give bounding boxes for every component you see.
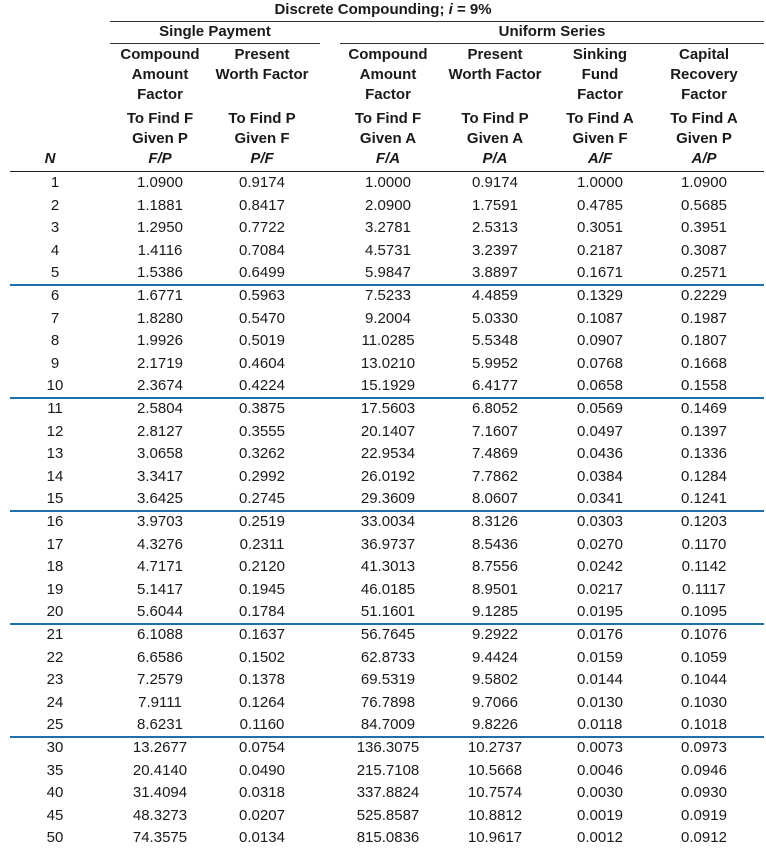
cell-pa: 6.8052 — [472, 400, 518, 417]
table-row — [0, 330, 766, 352]
cell-af: 0.0130 — [577, 693, 623, 711]
notation-label: A/P — [691, 150, 717, 167]
cell-pa: 9.7066 — [472, 693, 518, 711]
cell-ap: 0.1469 — [681, 400, 727, 417]
cell-fa: 815.0836 — [356, 829, 420, 847]
cell-fa: 1.0000 — [365, 174, 411, 191]
cell-fa: 11.0285 — [361, 332, 415, 350]
cell-af: 0.0497 — [577, 422, 623, 440]
cell-fp: 1.5386 — [137, 264, 183, 282]
cell-fp: 3.9703 — [137, 513, 183, 530]
cell-pf: 0.1945 — [239, 580, 285, 598]
cell-n: 4 — [50, 241, 60, 259]
factor-name-line: Factor — [137, 86, 183, 103]
group-rule-uniform — [340, 43, 764, 44]
cell-n: 13 — [46, 445, 64, 463]
cell-fa: 62.8733 — [360, 648, 416, 666]
cell-fa: 26.0192 — [360, 467, 416, 485]
cell-n: 7 — [50, 309, 60, 327]
table-row — [0, 375, 766, 397]
cell-af: 0.0270 — [577, 535, 623, 553]
cell-ap: 0.1117 — [682, 580, 726, 598]
cell-fa: 525.8587 — [356, 806, 420, 824]
cell-n: 14 — [46, 467, 64, 485]
cell-af: 0.0217 — [577, 580, 623, 598]
table-row — [0, 534, 766, 556]
cell-pf: 0.9174 — [239, 174, 285, 191]
cell-pa: 3.8897 — [472, 264, 518, 282]
cell-fa: 4.5731 — [365, 241, 411, 259]
cell-af: 0.1329 — [577, 287, 623, 304]
cell-pf: 0.2120 — [239, 558, 285, 576]
cell-n: 30 — [46, 739, 64, 756]
cell-fp: 1.2950 — [137, 219, 183, 237]
find-given-pa — [440, 109, 550, 169]
given-label: Given P — [676, 130, 732, 147]
table-row — [0, 714, 766, 736]
cell-pf: 0.5963 — [239, 287, 285, 304]
cell-pf: 0.0207 — [239, 806, 285, 824]
cell-pf: 0.1502 — [239, 648, 285, 666]
table-row — [0, 805, 766, 827]
cell-pa: 6.4177 — [472, 377, 518, 395]
cell-af: 1.0000 — [577, 174, 623, 191]
cell-af: 0.1671 — [577, 264, 623, 282]
cell-pa: 9.5802 — [472, 671, 518, 689]
cell-af: 0.0384 — [577, 467, 623, 485]
cell-pf: 0.0134 — [239, 829, 285, 847]
cell-pf: 0.7722 — [239, 219, 285, 237]
cell-fp: 1.4116 — [137, 241, 183, 259]
cell-pa: 8.7556 — [472, 558, 518, 576]
cell-n: 23 — [46, 671, 64, 689]
cell-fp: 2.8127 — [137, 422, 183, 440]
cell-fp: 3.6425 — [137, 490, 183, 508]
table-row — [0, 692, 766, 714]
cell-n: 18 — [46, 558, 64, 576]
cell-ap: 0.1203 — [681, 513, 727, 530]
notation-label: P/F — [250, 150, 274, 167]
cell-pa: 5.9952 — [472, 354, 518, 372]
cell-ap: 0.1668 — [681, 354, 727, 372]
cell-pa: 9.2922 — [472, 626, 518, 643]
cell-fa: 13.0210 — [360, 354, 416, 372]
find-label: To Find A — [566, 110, 634, 127]
notation-label: F/P — [148, 150, 172, 167]
cell-ap: 0.1018 — [681, 716, 727, 734]
cell-af: 0.0768 — [577, 354, 623, 372]
cell-ap: 0.3951 — [681, 219, 727, 237]
factor-name-line: Factor — [681, 86, 727, 103]
cell-af: 0.0046 — [577, 761, 623, 779]
table-row — [0, 240, 766, 262]
cell-n: 17 — [46, 535, 64, 553]
find-label: To Find F — [354, 110, 422, 127]
cell-fa: 36.9737 — [360, 535, 416, 553]
cell-pa: 4.4859 — [472, 287, 518, 304]
cell-pa: 0.9174 — [472, 174, 518, 191]
cell-ap: 0.0919 — [681, 806, 727, 824]
table-row — [0, 827, 766, 849]
cell-pa: 5.5348 — [472, 332, 518, 350]
cell-af: 0.4785 — [577, 196, 623, 214]
cell-pa: 9.1285 — [472, 603, 518, 621]
n-column-header — [20, 149, 80, 169]
table-title — [0, 0, 766, 20]
factor-name-line: Worth Factor — [448, 66, 542, 83]
cell-af: 0.0030 — [577, 784, 623, 802]
cell-fp: 1.6771 — [137, 287, 183, 304]
cell-pf: 0.3262 — [239, 445, 285, 463]
find-given-pf — [207, 109, 317, 169]
table-row — [0, 647, 766, 669]
cell-n: 20 — [46, 603, 64, 621]
given-label: Given F — [234, 130, 290, 147]
factor-name-fa — [333, 45, 443, 105]
cell-af: 0.0176 — [577, 626, 623, 643]
cell-pf: 0.5470 — [239, 309, 285, 327]
factor-name-line: Amount — [359, 66, 417, 83]
cell-af: 0.0658 — [577, 377, 623, 395]
find-given-ap — [649, 109, 759, 169]
cell-pa: 10.5668 — [467, 761, 523, 779]
cell-fa: 7.5233 — [365, 287, 411, 304]
cell-n: 9 — [50, 354, 60, 372]
cell-fa: 76.7898 — [360, 693, 416, 711]
cell-ap: 0.1807 — [681, 332, 727, 350]
find-given-af — [545, 109, 655, 169]
table-row — [0, 443, 766, 465]
find-label: To Find P — [461, 110, 529, 127]
cell-ap: 0.1397 — [681, 422, 727, 440]
cell-af: 0.3051 — [577, 219, 623, 237]
table-row — [0, 466, 766, 488]
cell-n: 6 — [50, 287, 60, 304]
cell-pa: 3.2397 — [472, 241, 518, 259]
cell-pf: 0.8417 — [239, 196, 285, 214]
cell-ap: 0.0973 — [681, 739, 727, 756]
cell-fa: 337.8824 — [356, 784, 420, 802]
factor-name-af — [545, 45, 655, 105]
cell-ap: 0.1044 — [681, 671, 727, 689]
cell-af: 0.0242 — [577, 558, 623, 576]
factor-name-line: Factor — [577, 86, 623, 103]
cell-fp: 6.1088 — [137, 626, 183, 643]
cell-ap: 0.1030 — [681, 693, 727, 711]
cell-fa: 22.9534 — [360, 445, 416, 463]
cell-n: 16 — [46, 513, 64, 530]
cell-fp: 48.3273 — [132, 806, 188, 824]
cell-ap: 0.1558 — [681, 377, 727, 395]
cell-ap: 1.0900 — [681, 174, 727, 191]
table-row — [0, 579, 766, 601]
table-row — [0, 511, 766, 533]
cell-n: 10 — [46, 377, 64, 395]
factor-name-line: Recovery — [670, 66, 738, 83]
find-label: To Find P — [228, 110, 296, 127]
table-row — [0, 601, 766, 623]
cell-pa: 2.5313 — [472, 219, 518, 237]
table-row — [0, 760, 766, 782]
cell-fp: 1.1881 — [137, 196, 183, 214]
cell-fp: 1.9926 — [137, 332, 183, 350]
cell-ap: 0.1284 — [681, 467, 727, 485]
given-label: Given A — [466, 130, 524, 147]
find-label: To Find A — [670, 110, 738, 127]
cell-af: 0.0195 — [577, 603, 623, 621]
factor-name-line: Present — [467, 46, 523, 63]
cell-fp: 4.7171 — [137, 558, 183, 576]
cell-n: 25 — [46, 716, 64, 734]
cell-af: 0.0436 — [577, 445, 623, 463]
cell-fp: 5.6044 — [137, 603, 183, 621]
factor-name-line: Factor — [365, 86, 411, 103]
cell-n: 24 — [46, 693, 64, 711]
n-label: N — [44, 150, 56, 167]
table-row — [0, 737, 766, 759]
table-row — [0, 782, 766, 804]
factor-name-fp — [105, 45, 215, 105]
factor-name-line: Present — [234, 46, 290, 63]
cell-pf: 0.3555 — [239, 422, 285, 440]
cell-fp: 31.4094 — [132, 784, 188, 802]
cell-ap: 0.0930 — [681, 784, 727, 802]
cell-fp: 7.9111 — [138, 693, 182, 711]
table-row — [0, 262, 766, 284]
cell-fp: 2.5804 — [137, 400, 183, 417]
notation-label: F/A — [375, 150, 401, 167]
cell-af: 0.0019 — [577, 806, 623, 824]
cell-ap: 0.1142 — [681, 558, 727, 576]
cell-pf: 0.2992 — [239, 467, 285, 485]
cell-pa: 8.5436 — [472, 535, 518, 553]
factor-name-line: Worth Factor — [215, 66, 309, 83]
cell-pf: 0.0318 — [239, 784, 285, 802]
cell-pa: 7.7862 — [472, 467, 518, 485]
cell-af: 0.0144 — [577, 671, 623, 689]
cell-fp: 20.4140 — [132, 761, 188, 779]
cell-fp: 6.6586 — [137, 648, 183, 666]
table-row — [0, 195, 766, 217]
factor-name-line: Amount — [131, 66, 189, 83]
cell-af: 0.0012 — [577, 829, 623, 847]
factor-name-line: Compound — [120, 46, 200, 63]
cell-n: 1 — [50, 174, 60, 191]
cell-pa: 5.0330 — [472, 309, 518, 327]
table-row — [0, 217, 766, 239]
cell-af: 0.0907 — [577, 332, 623, 350]
table-row — [0, 353, 766, 375]
cell-pa: 7.4869 — [472, 445, 518, 463]
cell-fa: 215.7108 — [356, 761, 420, 779]
cell-pf: 0.5019 — [239, 332, 285, 350]
factor-name-line: Capital — [678, 46, 729, 63]
cell-fp: 8.6231 — [137, 716, 183, 734]
table-row — [0, 624, 766, 646]
cell-ap: 0.1987 — [681, 309, 727, 327]
title-suffix: = 9% — [452, 1, 492, 18]
cell-af: 0.0118 — [577, 716, 623, 734]
find-given-fa — [333, 109, 443, 169]
cell-pf: 0.2519 — [239, 513, 285, 530]
cell-n: 19 — [46, 580, 64, 598]
cell-n: 35 — [46, 761, 64, 779]
cell-fp: 4.3276 — [137, 535, 183, 553]
cell-fa: 15.1929 — [360, 377, 416, 395]
cell-ap: 0.1336 — [681, 445, 727, 463]
cell-pf: 0.2745 — [239, 490, 285, 508]
cell-ap: 0.2571 — [681, 264, 727, 282]
cell-pf: 0.6499 — [239, 264, 285, 282]
factor-name-pa — [440, 45, 550, 85]
cell-n: 22 — [46, 648, 64, 666]
table-row — [0, 669, 766, 691]
cell-n: 50 — [46, 829, 64, 847]
cell-fp: 7.2579 — [137, 671, 183, 689]
notation-label: A/F — [587, 150, 613, 167]
cell-n: 15 — [46, 490, 64, 508]
cell-pf: 0.1264 — [239, 693, 285, 711]
cell-n: 21 — [46, 626, 64, 643]
cell-ap: 0.1095 — [681, 603, 727, 621]
cell-pa: 8.0607 — [472, 490, 518, 508]
table-row — [0, 308, 766, 330]
cell-fp: 5.1417 — [137, 580, 183, 598]
cell-af: 0.0159 — [577, 648, 623, 666]
cell-fa: 33.0034 — [360, 513, 416, 530]
cell-af: 0.1087 — [577, 309, 623, 327]
cell-fp: 13.2677 — [132, 739, 188, 756]
factor-name-pf — [207, 45, 317, 85]
find-label: To Find F — [126, 110, 194, 127]
cell-fp: 3.0658 — [137, 445, 183, 463]
cell-fa: 5.9847 — [365, 264, 411, 282]
table-row — [0, 285, 766, 307]
cell-fp: 1.0900 — [137, 174, 183, 191]
cell-n: 8 — [50, 332, 60, 350]
cell-fp: 1.8280 — [137, 309, 183, 327]
cell-pa: 10.9617 — [467, 829, 523, 847]
cell-pf: 0.3875 — [239, 400, 285, 417]
cell-af: 0.0569 — [577, 400, 623, 417]
cell-n: 3 — [50, 219, 60, 237]
table-row — [0, 421, 766, 443]
cell-fa: 20.1407 — [360, 422, 416, 440]
cell-pa: 7.1607 — [472, 422, 518, 440]
cell-n: 45 — [46, 806, 64, 824]
group-single-payment: Single Payment — [159, 23, 271, 40]
cell-af: 0.2187 — [577, 241, 623, 259]
cell-pf: 0.4224 — [239, 377, 285, 395]
cell-fa: 17.5603 — [360, 400, 416, 417]
cell-ap: 0.5685 — [681, 196, 727, 214]
cell-n: 2 — [50, 196, 60, 214]
cell-pa: 10.8812 — [467, 806, 523, 824]
cell-pa: 8.9501 — [472, 580, 518, 598]
cell-fp: 74.3575 — [132, 829, 188, 847]
cell-pf: 0.2311 — [239, 535, 285, 553]
cell-ap: 0.3087 — [681, 241, 727, 259]
cell-pf: 0.7084 — [239, 241, 285, 259]
cell-fa: 56.7645 — [360, 626, 416, 643]
cell-n: 12 — [46, 422, 64, 440]
factor-name-ap — [649, 45, 759, 105]
factor-name-line: Fund — [581, 66, 619, 83]
cell-fa: 46.0185 — [360, 580, 416, 598]
cell-fp: 3.3417 — [137, 467, 183, 485]
cell-fa: 3.2781 — [365, 219, 411, 237]
cell-fa: 29.3609 — [360, 490, 416, 508]
table-row — [0, 488, 766, 510]
cell-fp: 2.3674 — [137, 377, 183, 395]
given-label: Given P — [132, 130, 188, 147]
cell-ap: 0.1076 — [681, 626, 727, 643]
title-prefix: Discrete Compounding; — [274, 1, 449, 18]
cell-fa: 2.0900 — [365, 196, 411, 214]
cell-pa: 9.4424 — [472, 648, 518, 666]
cell-pf: 0.1637 — [239, 626, 285, 643]
cell-n: 5 — [50, 264, 60, 282]
cell-af: 0.0303 — [577, 513, 623, 530]
cell-ap: 0.1059 — [681, 648, 727, 666]
cell-n: 40 — [46, 784, 64, 802]
table-row — [0, 172, 766, 194]
group-uniform-series: Uniform Series — [498, 23, 606, 40]
cell-pa: 8.3126 — [472, 513, 518, 530]
notation-label: P/A — [482, 150, 508, 167]
cell-fa: 84.7009 — [360, 716, 416, 734]
cell-pf: 0.1784 — [239, 603, 285, 621]
table-row — [0, 398, 766, 420]
cell-af: 0.0073 — [577, 739, 623, 756]
title-variable: i — [448, 1, 453, 18]
cell-pa: 9.8226 — [472, 716, 518, 734]
cell-pf: 0.1378 — [239, 671, 285, 689]
cell-ap: 0.0946 — [681, 761, 727, 779]
cell-fa: 9.2004 — [365, 309, 411, 327]
factor-name-line: Sinking — [572, 46, 628, 63]
cell-fa: 69.5319 — [360, 671, 416, 689]
cell-pf: 0.1160 — [239, 716, 285, 734]
cell-fa: 41.3013 — [360, 558, 416, 576]
cell-pf: 0.4604 — [239, 354, 285, 372]
cell-pa: 10.7574 — [467, 784, 523, 802]
cell-ap: 0.2229 — [681, 287, 727, 304]
find-given-fp — [105, 109, 215, 169]
given-label: Given F — [572, 130, 628, 147]
cell-fa: 136.3075 — [356, 739, 420, 756]
cell-pa: 10.2737 — [467, 739, 523, 756]
group-rule-single — [110, 43, 320, 44]
cell-n: 11 — [47, 400, 63, 417]
cell-af: 0.0341 — [577, 490, 623, 508]
cell-pa: 1.7591 — [472, 196, 518, 214]
cell-ap: 0.1241 — [681, 490, 727, 508]
cell-ap: 0.1170 — [681, 535, 727, 553]
factor-name-line: Compound — [348, 46, 428, 63]
cell-ap: 0.0912 — [681, 829, 727, 847]
table-row — [0, 556, 766, 578]
cell-pf: 0.0754 — [239, 739, 285, 756]
cell-pf: 0.0490 — [239, 761, 285, 779]
cell-fp: 2.1719 — [137, 354, 183, 372]
given-label: Given A — [359, 130, 417, 147]
cell-fa: 51.1601 — [360, 603, 416, 621]
